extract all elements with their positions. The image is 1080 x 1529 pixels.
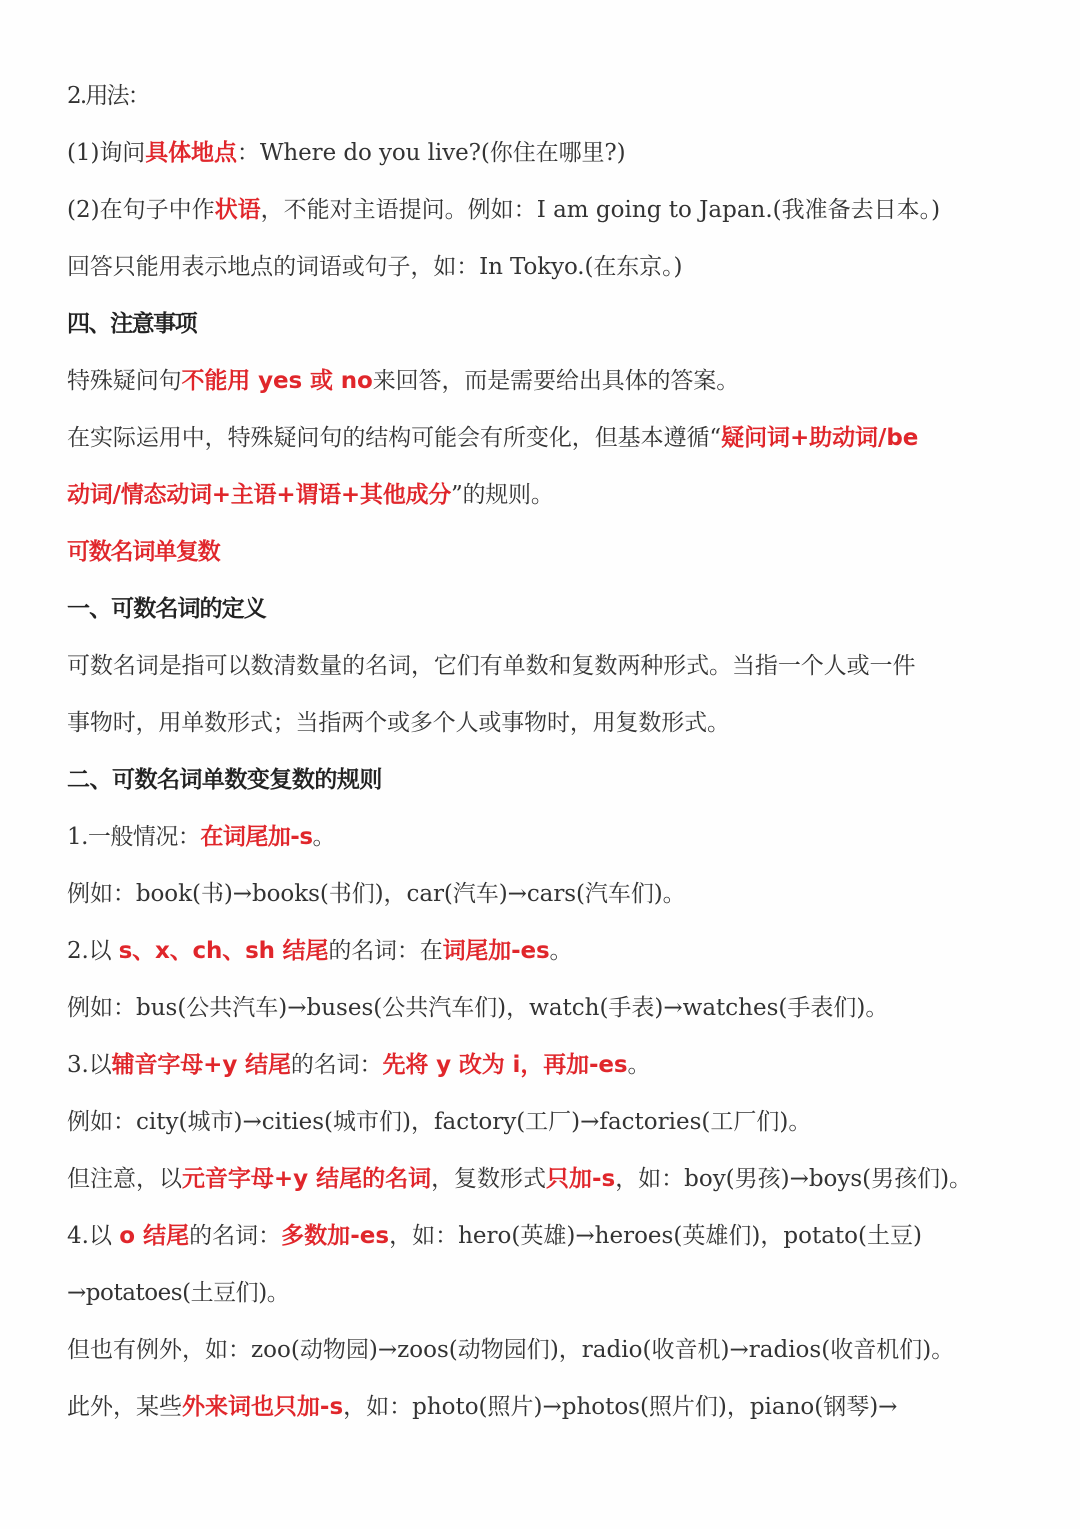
highlight-text: 在词尾加-s [200,824,313,850]
text-line [67,638,1027,695]
text-line [67,239,1027,296]
body-text: 但注意，以 [67,1166,182,1192]
body-text: 特殊疑问句 [67,368,182,394]
body-text: 回答只能用表示地点的词语或句子，如：In Tokyo.(在东京。) [67,254,683,280]
body-text: 二、可数名词单数变复数的规则 [67,767,382,793]
body-text: 。 [627,1052,651,1078]
text-line [67,980,1027,1037]
highlight-text: 多数加-es [281,1223,390,1249]
body-text: 来回答，而是需要给出具体的答案。 [372,368,740,394]
body-text: 事物时，用单数形式；当指两个或多个人或事物时，用复数形式。 [67,710,730,736]
highlight-text: 状语 [214,197,261,223]
highlight-text: 辅音字母+y 结尾 [111,1052,291,1078]
body-text: ：Where do you live?(你住在哪里?) [236,140,626,166]
body-text: (2)在句子中作 [67,197,215,223]
body-text: 此外，某些 [67,1394,182,1420]
body-text: ，如：boy(男孩)→boys(男孩们)。 [615,1166,973,1192]
body-text: 四、注意事项 [67,311,197,337]
body-text: ”的规则。 [451,482,554,508]
highlight-text: 动词/情态动词+主语+谓语+其他成分 [67,482,451,508]
text-line [67,1208,1027,1265]
highlight-text: 外来词也只加-s [181,1394,344,1420]
body-text: 可数名词单复数 [67,539,220,565]
body-text: 可数名词是指可以数清数量的名词，它们有单数和复数两种形式。当指一个人或一件 [67,653,916,679]
text-line [67,1322,1027,1379]
body-text: 3.以 [67,1052,112,1078]
text-line [67,182,1027,239]
topic-title [67,524,1027,581]
text-line [67,1379,1027,1436]
text-line [67,809,1027,866]
text-line [67,1037,1027,1094]
text-line [67,695,1027,752]
text-line [67,1265,1027,1322]
text-line [67,410,1027,467]
body-text: 例如：city(城市)→cities(城市们)，factory(工厂)→factories(工厂们)。 [67,1109,812,1135]
body-text: ，不能对主语提问。例如：I am going to Japan.(我准备去日本。) [260,197,941,223]
body-text: ，如：hero(英雄)→heroes(英雄们)，potato(土豆) [389,1223,922,1249]
body-text: ，如：photo(照片)→photos(照片们)，piano(钢琴)→ [343,1394,898,1420]
body-text: 1.一般情况： [67,824,201,850]
section-heading [67,752,1027,809]
body-text: 2.用法： [67,83,149,109]
body-text: 但也有例外，如：zoo(动物园)→zoos(动物园们)，radio(收音机)→radios(收音机们)。 [67,1337,955,1363]
body-text: ，复数形式 [431,1166,546,1192]
body-text: 2.以 [67,938,119,964]
text-line [67,125,1027,182]
body-text: 。 [549,938,573,964]
body-text: 一、可数名词的定义 [67,596,266,622]
section-heading [67,581,1027,638]
body-text: 4.以 [67,1223,120,1249]
body-text: 的名词： [189,1223,282,1249]
body-text: 。 [312,824,336,850]
highlight-text: 疑问词+助动词/be [721,425,919,451]
highlight-text: 具体地点 [145,140,237,166]
document-page [67,68,1027,1436]
body-text: (1)询问 [67,140,146,166]
highlight-text: 先将 y 改为 i，再加-es [382,1052,628,1078]
body-text: 的名词： [290,1052,383,1078]
highlight-text: 只加-s [546,1166,616,1192]
body-text: 的名词：在 [328,938,443,964]
text-line [67,1151,1027,1208]
highlight-text: s、x、ch、sh 结尾 [118,938,329,964]
text-line [67,923,1027,980]
body-text: →potatoes(土豆们)。 [67,1280,290,1306]
text-line [67,68,1027,125]
highlight-text: 词尾加-es [442,938,550,964]
highlight-text: o 结尾 [119,1223,190,1249]
text-line [67,1094,1027,1151]
text-line [67,353,1027,410]
body-text: 在实际运用中，特殊疑问句的结构可能会有所变化，但基本遵循“ [67,425,722,451]
text-line [67,467,1027,524]
body-text: 例如：book(书)→books(书们)，car(汽车)→cars(汽车们)。 [67,881,686,907]
body-text: 例如：bus(公共汽车)→buses(公共汽车们)，watch(手表)→watches(手表们)。 [67,995,889,1021]
section-heading [67,296,1027,353]
text-line [67,866,1027,923]
highlight-text: 元音字母+y 结尾的名词 [181,1166,432,1192]
highlight-text: 不能用 yes 或 no [181,368,373,394]
